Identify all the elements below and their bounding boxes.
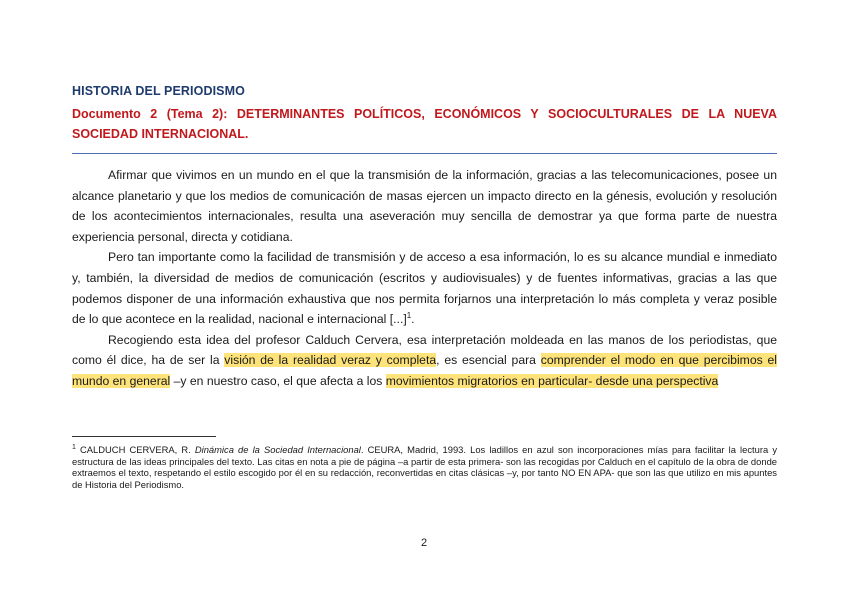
paragraph-3 xyxy=(72,330,777,392)
paragraph-1: Afirmar que vivimos en un mundo en el que la transmisión de la información, gracias a las telecomunicaciones, posee un alcance planetario y que los medios de comunicación de masas ejercen un impacto directo en la génesis, evolución y resolución de los acontecimientos internacionales, resulta una aseveración muy sencilla de demostrar ya que forma parte de nuestra experiencia personal, directa y cotidiana. xyxy=(72,168,777,244)
footnote-reference[interactable]: 1 xyxy=(406,311,412,321)
document-title: Documento 2 (Tema 2): DETERMINANTES POLÍTICOS, ECONÓMICOS Y SOCIOCULTURALES DE LA NUEVA SOCIEDAD INTERNACIONAL. xyxy=(72,107,777,141)
highlight-movimientos: movimientos migratorios en particular- desde una perspectiva xyxy=(385,373,719,388)
footnote-work-title: Dinámica de la Sociedad Internacional xyxy=(194,444,361,455)
highlight-comprender: comprender el modo en que percibimos el mundo en general xyxy=(72,353,778,388)
footnote-separator xyxy=(72,436,216,437)
highlight-vision: visión de la realidad veraz y completa xyxy=(224,353,437,368)
footnote-text: . CEURA, Madrid, 1993. Los ladillos en azul son incorporaciones mías para facilitar la lectura y estructura de las ideas principales del texto. Las citas en nota a pie de página –a partir de esta primera- son las recogidas por Calduch en el capítulo de la obra de donde extraemos el texto, respetando el estilo escogido por él en su redacción, reconvertidas en citas clásicas –y, por tanto NO EN APA- que son las que utilizo en mis apuntes de Historia del Periodismo. xyxy=(72,444,778,490)
footnote xyxy=(72,444,777,490)
page-number: 2 xyxy=(420,537,428,549)
paragraph-2-text: Pero tan importante como la facilidad de transmisión y de acceso a esa información, lo es su alcance mundial e inmediato y, también, la diversidad de medios de comunicación (escritos y audiovisuales) y de fuentes informativas, gracias a las que podemos disponer de una información exhaustiva que nos permita forjarnos una interpretación lo más completa y veraz posible de lo que acontece en la realidad, nacional e internacional [...] xyxy=(72,250,777,327)
paragraph-3-part-b: , es esencial para xyxy=(436,353,541,368)
paragraph-3-part-a: Recogiendo esta idea del profesor Calduch Cervera, esa interpretación moldeada en las manos de los periodistas, que como él dice, ha de ser la xyxy=(72,332,777,368)
body-text xyxy=(72,165,777,392)
course-title: HISTORIA DEL PERIODISMO xyxy=(72,84,245,98)
title-divider xyxy=(72,153,777,154)
paragraph-2 xyxy=(72,247,777,329)
paragraph-3-part-c: –y en nuestro caso, el que afecta a los xyxy=(170,373,386,388)
footnote-number: 1 xyxy=(72,443,76,451)
footnote-author: CALDUCH CERVERA, R. xyxy=(75,444,195,455)
paragraph-2-end: . xyxy=(411,312,415,327)
